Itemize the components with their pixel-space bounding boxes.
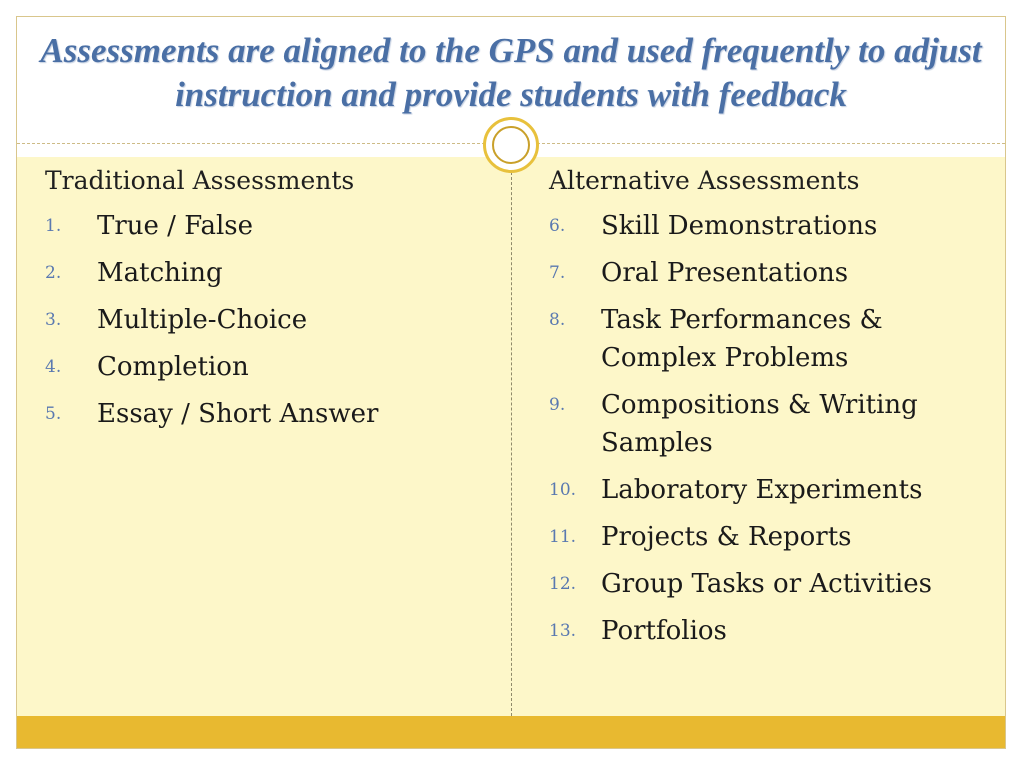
column-divider — [511, 157, 512, 716]
item-text: Group Tasks or Activities — [601, 569, 932, 599]
list-item — [45, 395, 495, 433]
list-item — [45, 207, 495, 245]
list-item — [549, 471, 999, 509]
list-item — [549, 565, 999, 603]
item-text: True / False — [97, 211, 254, 241]
item-text: Multiple-Choice — [97, 305, 308, 335]
list-item — [549, 612, 999, 650]
list-item — [549, 207, 999, 245]
item-text: Projects & Reports — [601, 522, 852, 552]
list-item — [45, 301, 495, 339]
slide-title: Assessments are aligned to the GPS and used frequently to adjust instruction and provide students with feedback — [40, 31, 982, 114]
item-number: 9. — [549, 395, 566, 415]
alternative-list — [549, 207, 999, 650]
item-number: 7. — [549, 263, 566, 283]
item-text: Matching — [97, 258, 223, 288]
item-number: 11. — [549, 527, 577, 547]
item-text: Completion — [97, 352, 249, 382]
slide — [16, 16, 1006, 749]
item-number: 8. — [549, 310, 566, 330]
item-text: Portfolios — [601, 616, 727, 646]
item-text: Compositions & Writing Samples — [601, 390, 918, 458]
item-number: 5. — [45, 404, 62, 424]
list-item — [549, 386, 999, 462]
item-text: Oral Presentations — [601, 258, 849, 288]
traditional-list — [45, 207, 495, 433]
item-text: Laboratory Experiments — [601, 475, 923, 505]
item-number: 4. — [45, 357, 62, 377]
item-number: 10. — [549, 480, 577, 500]
item-number: 3. — [45, 310, 62, 330]
traditional-heading: Traditional Assessments — [45, 166, 355, 195]
item-number: 2. — [45, 263, 62, 283]
item-text: Skill Demonstrations — [601, 211, 878, 241]
traditional-column — [45, 163, 495, 442]
item-number: 1. — [45, 216, 62, 236]
item-number: 6. — [549, 216, 566, 236]
item-text: Essay / Short Answer — [97, 399, 379, 429]
item-number: 13. — [549, 621, 577, 641]
circle-ornament-inner — [492, 126, 530, 164]
footer-bar — [17, 716, 1005, 749]
alternative-heading: Alternative Assessments — [549, 166, 860, 195]
item-number: 12. — [549, 574, 577, 594]
list-item — [549, 301, 999, 377]
list-item — [45, 254, 495, 292]
list-item — [45, 348, 495, 386]
alternative-column — [549, 163, 999, 659]
list-item — [549, 254, 999, 292]
item-text: Task Performances & Complex Problems — [601, 305, 883, 373]
list-item — [549, 518, 999, 556]
